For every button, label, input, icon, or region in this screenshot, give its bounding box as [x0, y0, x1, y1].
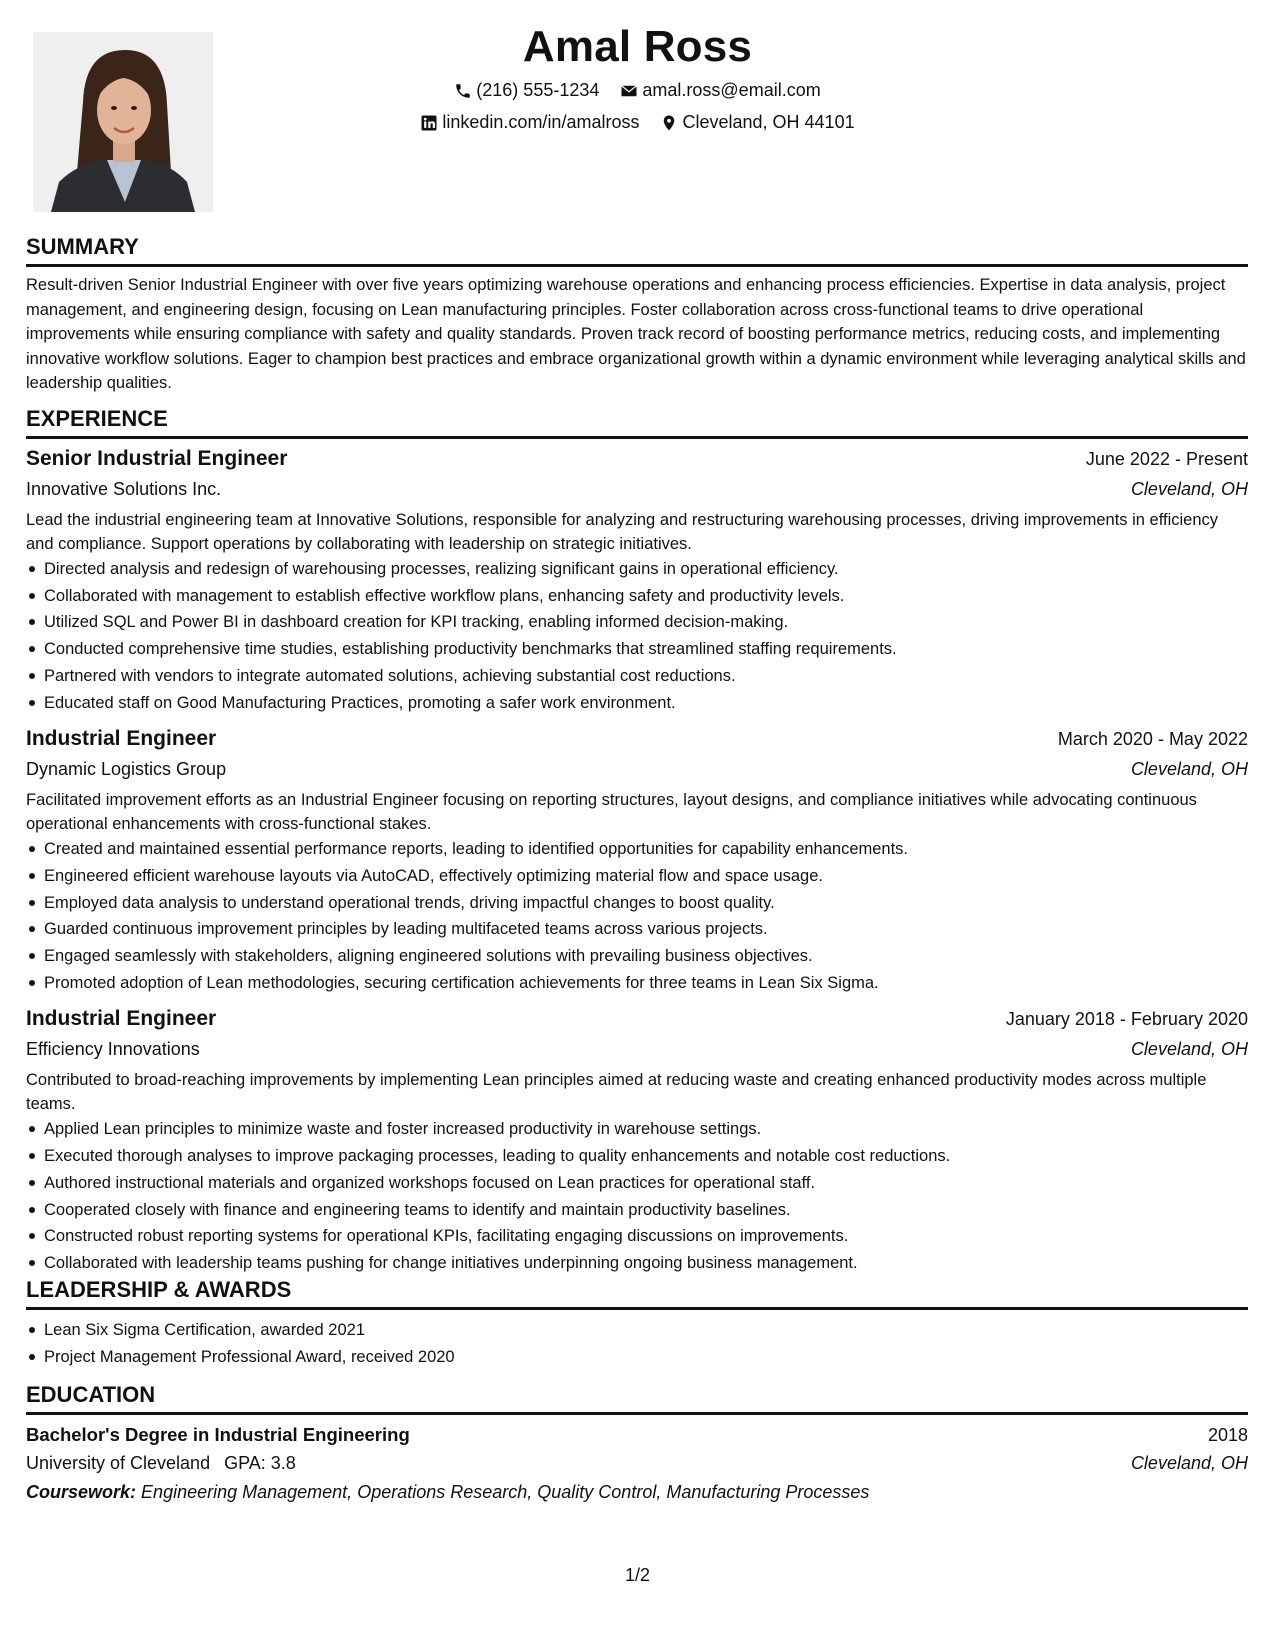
job-location: Cleveland, OH [1130, 759, 1248, 780]
coursework [26, 1477, 1248, 1507]
leadership-heading: LEADERSHIP & AWARDS [26, 1277, 1248, 1310]
map-pin-icon [660, 114, 678, 132]
phone-number: (216) 555-1234 [476, 80, 600, 100]
phone-contact [454, 80, 599, 101]
page-number: 1/2 [624, 1565, 651, 1585]
list-item: Engaged seamlessly with stakeholders, aligning engineered solutions with prevailing business objectives. [44, 943, 1248, 970]
gpa: GPA: 3.8 [224, 1453, 296, 1473]
coursework-label: Coursework: [26, 1482, 137, 1502]
graduation-year: 2018 [1207, 1425, 1248, 1445]
list-item: Directed analysis and redesign of warehousing processes, realizing significant gains in operational efficiency. [44, 556, 1248, 583]
location-contact [660, 112, 854, 133]
awards-list [26, 1317, 1248, 1370]
summary-section [26, 234, 1248, 396]
list-item: Collaborated with management to establish effective workflow plans, enhancing safety and productivity levels. [44, 583, 1248, 610]
list-item: Partnered with vendors to integrate automated solutions, achieving substantial cost reductions. [44, 663, 1248, 690]
list-item: Cooperated closely with finance and engineering teams to identify and maintain productivity baselines. [44, 1197, 1248, 1224]
job-entry [26, 1005, 1248, 1276]
email-address[interactable]: amal.ross@email.com [642, 80, 821, 100]
leadership-section [26, 1277, 1248, 1370]
job-dates: March 2020 - May 2022 [1057, 729, 1248, 750]
contact-row-1 [0, 80, 1275, 105]
list-item: Project Management Professional Award, received 2020 [44, 1344, 1248, 1371]
education-section [26, 1382, 1248, 1507]
job-title: Industrial Engineer [26, 1007, 217, 1031]
company-name: Dynamic Logistics Group [26, 759, 227, 780]
job-bullets [26, 556, 1248, 716]
list-item: Engineered efficient warehouse layouts via AutoCAD, effectively optimizing material flow and space usage. [44, 863, 1248, 890]
job-dates: January 2018 - February 2020 [1005, 1009, 1248, 1030]
linkedin-icon [420, 114, 438, 132]
list-item: Collaborated with leadership teams pushing for change initiatives underpinning ongoing business management. [44, 1250, 1248, 1277]
company-name: Efficiency Innovations [26, 1039, 200, 1060]
job-bullets [26, 836, 1248, 996]
linkedin-url[interactable]: linkedin.com/in/amalross [442, 112, 640, 132]
candidate-name: Amal Ross [522, 22, 753, 71]
list-item: Authored instructional materials and organized workshops focused on Lean practices for operational staff. [44, 1170, 1248, 1197]
list-item: Constructed robust reporting systems for operational KPIs, facilitating engaging discussions on improvements. [44, 1223, 1248, 1250]
envelope-icon [620, 82, 638, 100]
job-description: Facilitated improvement efforts as an Industrial Engineer focusing on reporting structures, layout designs, and compliance initiatives while advocating continuous operational enhancements with cross-functional stakes. [26, 791, 1197, 834]
degree-title: Bachelor's Degree in Industrial Engineering [26, 1424, 410, 1445]
linkedin-contact[interactable] [420, 112, 639, 133]
job-entry [26, 725, 1248, 996]
company-name: Innovative Solutions Inc. [26, 479, 222, 499]
contact-row-2 [0, 112, 1275, 137]
list-item: Guarded continuous improvement principles by leading multifaceted teams across various projects. [44, 916, 1248, 943]
job-description: Lead the industrial engineering team at Innovative Solutions, responsible for analyzing and restructuring warehousing processes, driving improvements in efficiency and compliance. Support operations by collaborating with leadership on strategic initiatives. [26, 511, 1219, 553]
experience-heading: EXPERIENCE [26, 406, 1248, 439]
school-name: University of Cleveland [26, 1453, 211, 1473]
job-bullets [26, 1116, 1248, 1276]
coursework-list: Engineering Management, Operations Research, Quality Control, Manufacturing Processes [141, 1482, 870, 1502]
list-item: Employed data analysis to understand operational trends, driving impactful changes to boost quality. [44, 890, 1248, 917]
list-item: Lean Six Sigma Certification, awarded 2021 [44, 1317, 1248, 1344]
job-title: Industrial Engineer [26, 727, 217, 751]
job-description: Contributed to broad-reaching improvements by implementing Lean principles aimed at reducing waste and creating enhanced productivity modes across multiple teams. [26, 1071, 1207, 1114]
list-item: Utilized SQL and Power BI in dashboard creation for KPI tracking, enabling informed decision-making. [44, 609, 1248, 636]
list-item: Promoted adoption of Lean methodologies, securing certification achievements for three teams in Lean Six Sigma. [44, 970, 1248, 997]
job-dates: June 2022 - Present [1085, 449, 1248, 469]
summary-text: Result-driven Senior Industrial Engineer with over five years optimizing warehouse operations and enhancing process efficiencies. Expertise in data analysis, project management, and engineering design, focusing on Lean manufacturing principles. Foster collaboration across cross-functional teams to drive operational improvements while ensuring compliance with safety and quality standards. Proven track record of boosting performance metrics, reducing costs, and implementing innovative workflow solutions. Eager to champion best practices and embrace organizational growth within a dynamic environment while leveraging analytical skills and leadership qualities. [26, 276, 1246, 393]
summary-heading: SUMMARY [26, 234, 1248, 267]
job-location: Cleveland, OH [1130, 479, 1248, 499]
job-title: Senior Industrial Engineer [26, 447, 288, 470]
job-entry [26, 445, 1248, 716]
list-item: Conducted comprehensive time studies, establishing productivity benchmarks that streamlined staffing requirements. [44, 636, 1248, 663]
phone-icon [454, 82, 472, 100]
location-text: Cleveland, OH 44101 [682, 112, 855, 132]
list-item: Applied Lean principles to minimize waste and foster increased productivity in warehouse settings. [44, 1116, 1248, 1143]
list-item: Educated staff on Good Manufacturing Practices, promoting a safer work environment. [44, 690, 1248, 717]
school-location: Cleveland, OH [1130, 1453, 1248, 1473]
education-heading: EDUCATION [26, 1382, 1248, 1415]
experience-section [26, 406, 1248, 1277]
list-item: Executed thorough analyses to improve packaging processes, leading to quality enhancements and notable cost reductions. [44, 1143, 1248, 1170]
job-location: Cleveland, OH [1130, 1039, 1248, 1060]
list-item: Created and maintained essential performance reports, leading to identified opportunities for capability enhancements. [44, 836, 1248, 863]
email-contact[interactable] [620, 80, 820, 101]
